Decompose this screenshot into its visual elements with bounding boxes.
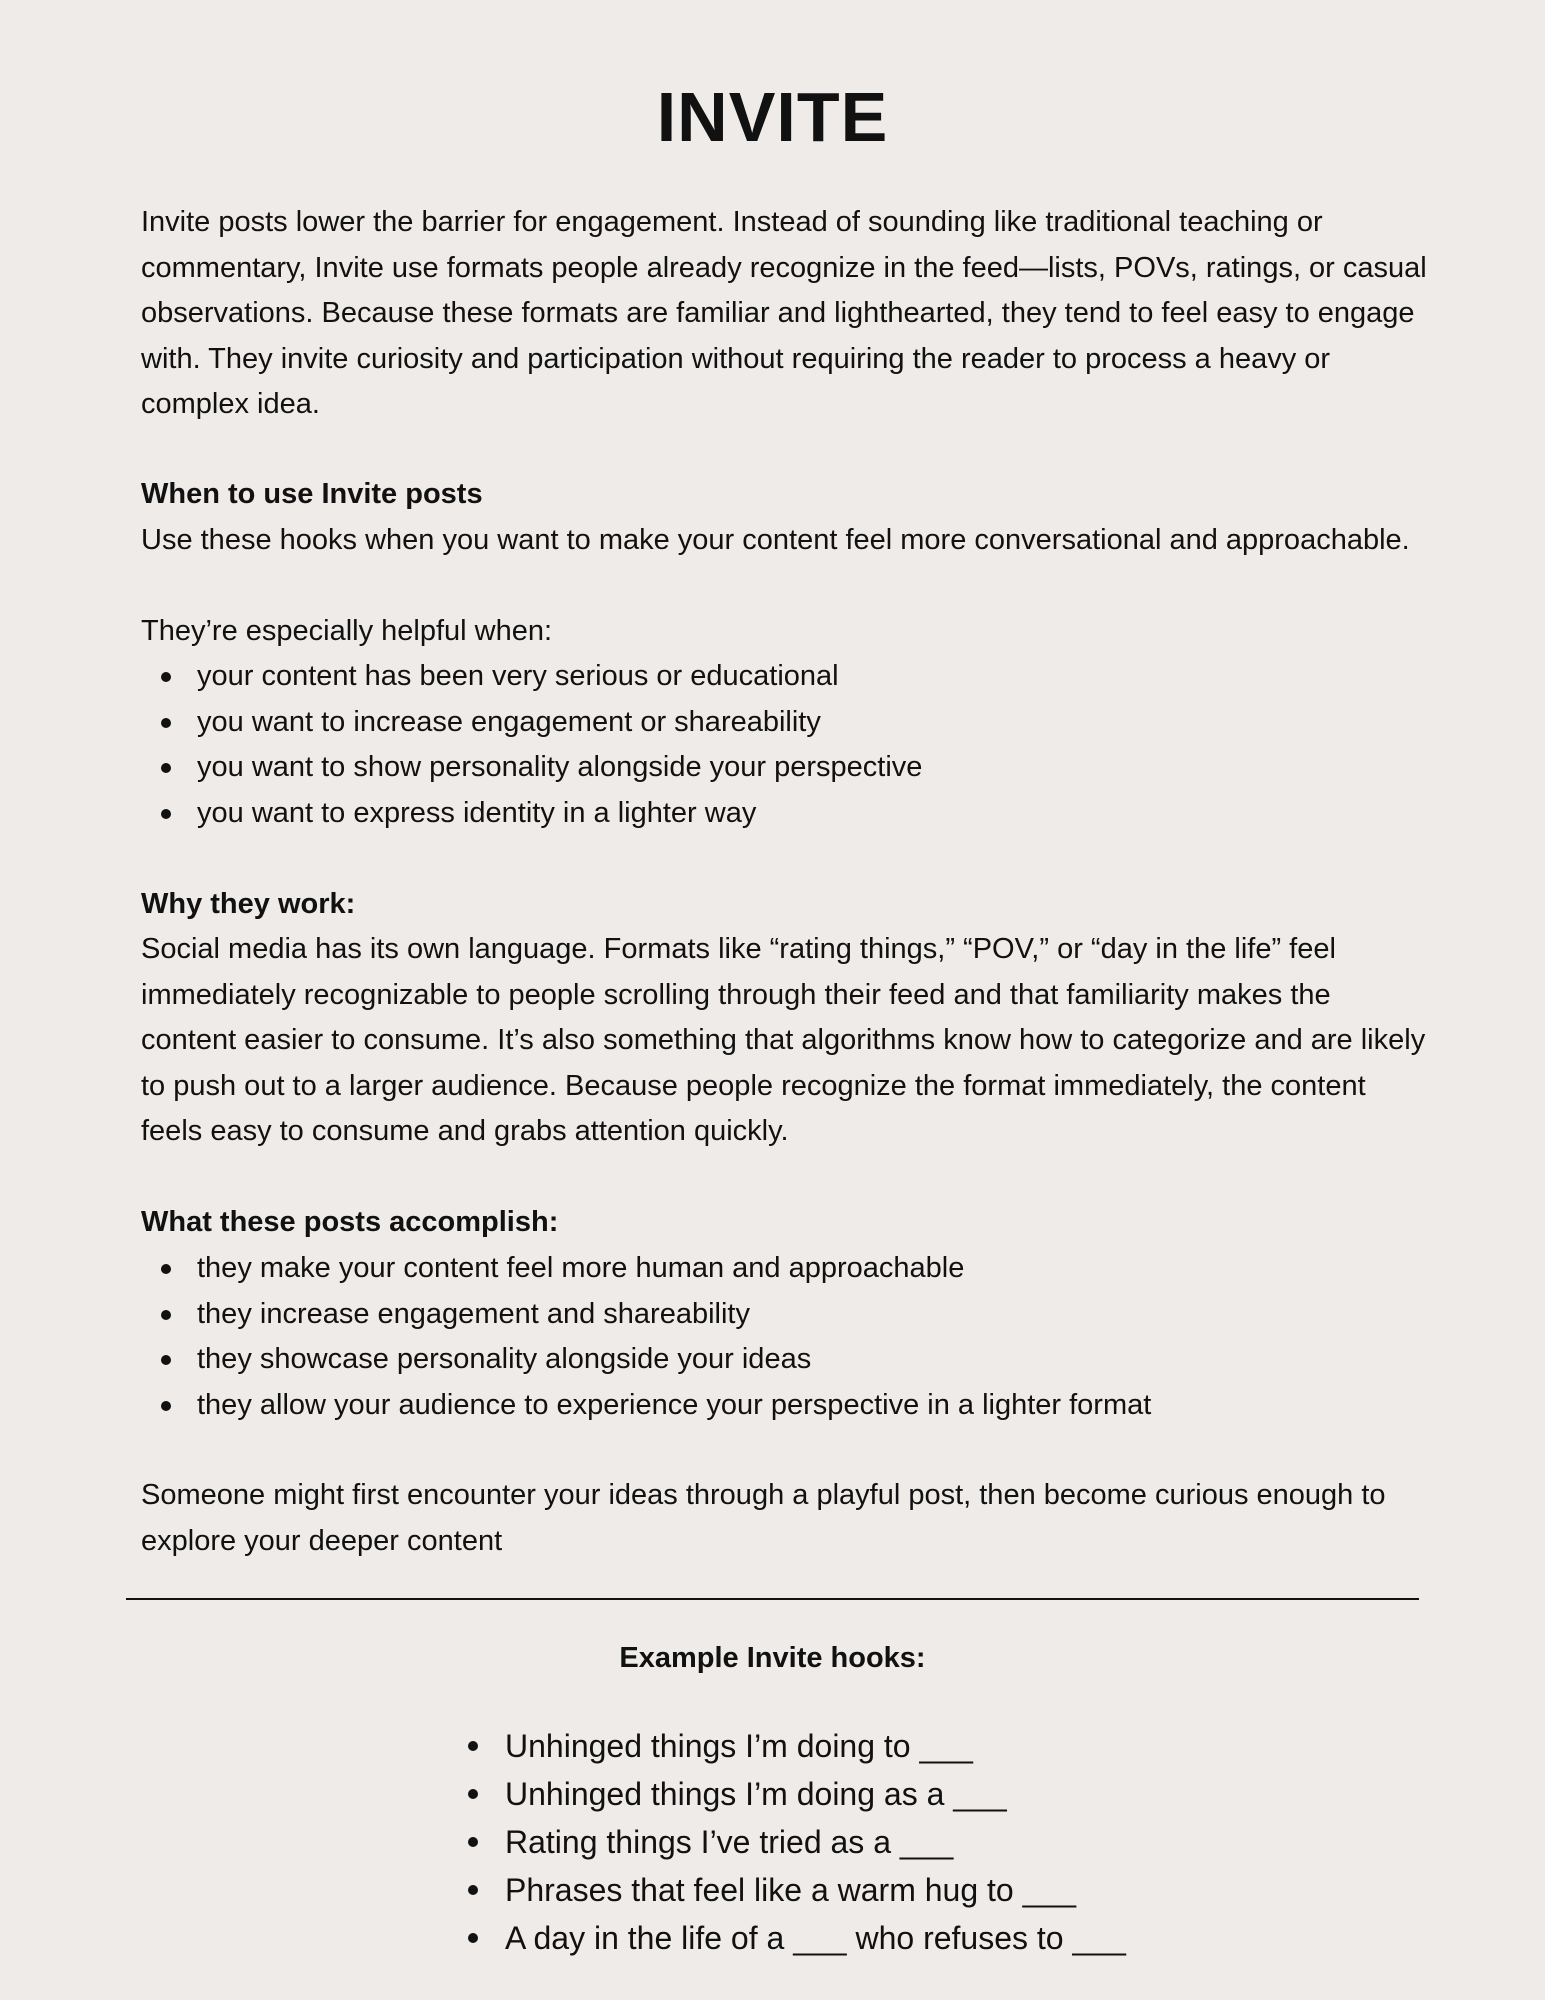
section-divider — [126, 1598, 1419, 1600]
list-item: you want to express identity in a lighter way — [141, 791, 1431, 837]
example-hook: Unhinged things I’m doing to ___ — [460, 1722, 1360, 1770]
example-hook: A day in the life of a ___ who refuses to ___ — [460, 1914, 1360, 1962]
list-item: you want to increase engagement or shareability — [141, 700, 1431, 746]
when-to-use-heading: When to use Invite posts — [141, 478, 483, 510]
why-they-work-text: Social media has its own language. Formats like “rating things,” “POV,” or “day in the life” feel immediately recognizable to people scrolling through their feed and that familiarity makes the content easier to consume. It’s also something that algorithms know how to categorize and are likely to push out to a larger audience. Because people recognize the format immediately, the content feels easy to consume and grabs attention quickly. — [141, 933, 1426, 1147]
list-item: they increase engagement and shareability — [141, 1292, 1431, 1338]
accomplish-heading: What these posts accomplish: — [141, 1206, 559, 1238]
accomplish-list — [141, 1246, 1431, 1428]
helpful-intro: They’re especially helpful when: — [141, 615, 553, 647]
list-item: they showcase personality alongside your ideas — [141, 1337, 1431, 1383]
examples-heading: Example Invite hooks: — [619, 1642, 926, 1674]
when-to-use-list — [141, 654, 1431, 836]
list-item: they make your content feel more human and approachable — [141, 1246, 1431, 1292]
list-item: they allow your audience to experience your perspective in a lighter format — [141, 1383, 1431, 1429]
page-title: INVITE — [656, 78, 889, 156]
examples-list — [460, 1722, 1360, 1962]
example-hook: Rating things I’ve tried as a ___ — [460, 1818, 1360, 1866]
list-item: your content has been very serious or educational — [141, 654, 1431, 700]
closing-paragraph: Someone might first encounter your ideas through a playful post, then become curious enough to explore your deeper content — [141, 1479, 1386, 1557]
intro-paragraph: Invite posts lower the barrier for engagement. Instead of sounding like traditional teaching or commentary, Invite use formats people already recognize in the feed—lists, POVs, ratings, or casual observations. Because these formats are familiar and lighthearted, they tend to feel easy to engage with. They invite curiosity and participation without requiring the reader to process a heavy or complex idea. — [141, 206, 1427, 420]
example-hook: Phrases that feel like a warm hug to ___ — [460, 1866, 1360, 1914]
why-they-work-heading: Why they work: — [141, 888, 356, 920]
example-hook: Unhinged things I’m doing as a ___ — [460, 1770, 1360, 1818]
list-item: you want to show personality alongside your perspective — [141, 745, 1431, 791]
when-to-use-text: Use these hooks when you want to make your content feel more conversational and approachable. — [141, 524, 1410, 556]
